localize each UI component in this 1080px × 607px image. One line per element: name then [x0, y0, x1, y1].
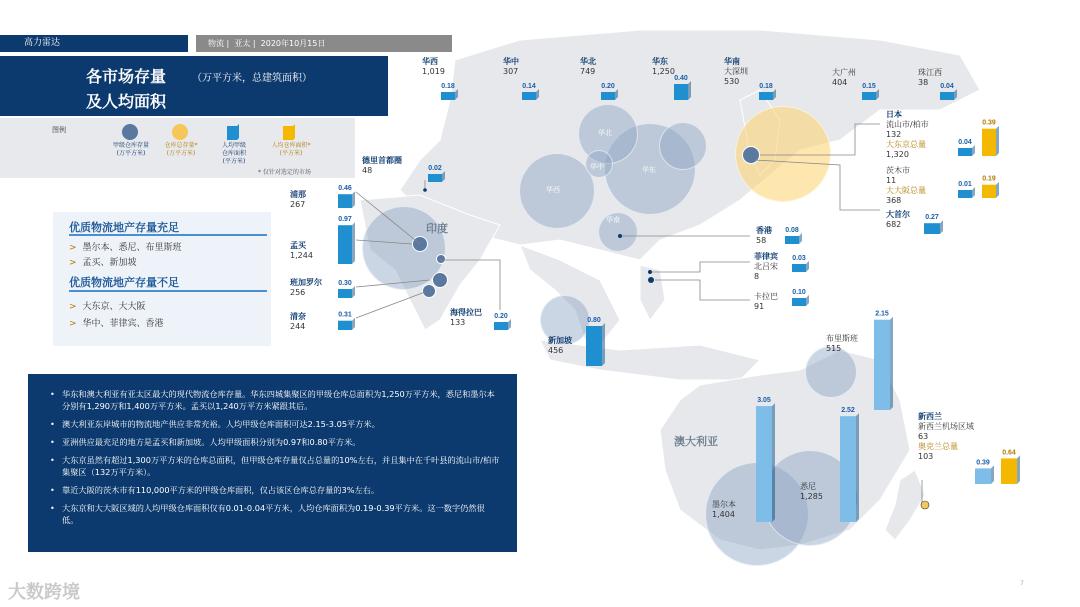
bar-seoul-label: 0.27	[925, 214, 939, 222]
label-huaxi: 华西 1,019	[422, 57, 445, 76]
supply-summary	[53, 212, 271, 346]
label-philippines: 菲律宾 北吕宋 8	[754, 252, 778, 281]
bar-huanan-label: 0.18	[759, 83, 773, 90]
bar-chennai-label: 0.31	[338, 311, 352, 319]
legend-total-swatch	[172, 124, 188, 140]
legend-per-capita-a-swatch	[227, 124, 239, 140]
label-singapore: 新加坡 456	[548, 336, 572, 355]
bar-hyderabad-label: 0.20	[494, 313, 508, 320]
dot-mumbai	[412, 236, 428, 252]
list-item: > 华中、菲律宾、香港	[69, 319, 164, 329]
label-huazhong: 华中 307	[503, 57, 519, 76]
label-delhi: 德里首都圈 48	[362, 156, 402, 175]
label-huanan: 华南 大深圳 530	[724, 57, 748, 86]
bar-ibaraki-label: 0.01	[958, 181, 972, 188]
legend-item-total: 仓库总存量* (万平方米)	[164, 142, 198, 157]
bubble-label: 华北	[598, 129, 612, 137]
legend-swatches	[120, 122, 360, 144]
finding: • 华东和澳大利亚有亚太区最大的现代物流仓库存量。华东四城集聚区的甲级仓库总面积为1,250万平方米，悉尼和墨尔本分别有1,290万和1,400万平方米。孟买以1,240万平方米紧跟其后。	[50, 388, 501, 412]
footer-logo: 大数跨境	[8, 582, 80, 603]
breadcrumb: 物流 | 亚太 | 2020年10月15日	[196, 35, 452, 52]
legend-label: 图例	[52, 126, 66, 134]
brand-bar: 高力雷达	[0, 35, 188, 52]
label-bangalore: 班加罗尔 256	[290, 278, 322, 297]
list-item: > 墨尔本、悉尼、布里斯班	[69, 243, 182, 253]
list-item: > 孟买、新加坡	[69, 258, 137, 268]
legend-item-grade-a: 甲级仓库存量 (万平方米)	[112, 142, 149, 157]
bar-delhi-label: 0.02	[428, 165, 442, 172]
page-title: 各市场存量	[86, 67, 167, 86]
bar-tokyo-total-label: 0.39	[982, 119, 996, 127]
finding: • 靠近大阪的茨木市有110,000平方米的甲级仓库面积，仅占该区仓库总存量的3%左右。	[50, 484, 501, 496]
bar-guangzhou-label: 0.15	[862, 83, 876, 90]
bar-singapore-label: 0.80	[587, 317, 601, 324]
bar-philippines-label: 0.03	[792, 255, 806, 262]
label-chennai: 清奈 244	[290, 312, 306, 331]
country-label-india: 印度	[426, 222, 448, 235]
title-box	[0, 56, 388, 116]
legend	[0, 118, 355, 178]
label-hongkong: 香港 58	[756, 226, 772, 245]
bar-ibaraki-total-label: 0.19	[982, 175, 996, 183]
bar-bangalore-label: 0.30	[338, 280, 352, 287]
bubble-label: 华中	[590, 163, 604, 171]
finding: • 亚洲供应最充足的地方是孟买和新加坡。人均甲级面积分别为0.97和0.80平方米。	[50, 436, 501, 448]
label-ibaraki: 茨木市 11 大大阪总量 368	[886, 166, 926, 205]
bar-melbourne-label: 3.05	[757, 397, 771, 405]
bubble-label: 华西	[546, 186, 560, 194]
finding: • 澳大利亚东岸城市的物流地产供应非常充裕。人均甲级仓库面积可达2.15-3.05平方米。	[50, 418, 501, 430]
legend-item-per-capita-a: 人均甲级 仓库面积 (平方米)	[221, 142, 246, 165]
supply-insufficient-heading: 优质物流地产存量不足	[69, 276, 179, 289]
supply-sufficient-heading: 优质物流地产存量充足	[69, 221, 179, 234]
bar-nz-airport-label: 0.39	[976, 459, 990, 467]
label-nz: 新西兰 新西兰机场区域 63 奥克兰总量 103	[918, 412, 974, 461]
bar-mumbai-label: 0.97	[338, 216, 352, 224]
bubble-tokyo-lite	[659, 122, 707, 170]
bar-cavite-label: 0.10	[792, 289, 806, 296]
bubble-label: 华东	[642, 166, 656, 174]
page-title-line2: 及人均面积	[86, 92, 167, 111]
label-huadong: 华东 1,250	[652, 57, 675, 76]
label-hyderabad: 海得拉巴 133	[450, 308, 482, 327]
divider	[69, 290, 267, 292]
label-japan: 日本 流山市/柏市 132 大东京总量 1,320	[886, 110, 929, 159]
page-number: 7	[1020, 580, 1024, 587]
label-sydney: 悉尼 1,285	[800, 482, 823, 501]
dot-hyderabad	[436, 254, 446, 264]
label-brisbane: 布里斯班 515	[826, 334, 858, 353]
dot-chennai	[422, 284, 436, 298]
bar-huadong-label: 0.40	[674, 75, 688, 82]
label-pune: 浦那 267	[290, 190, 306, 209]
label-melbourne: 墨尔本 1,404	[712, 500, 736, 519]
legend-grade-a-swatch	[122, 124, 138, 140]
label-cavite: 卡拉巴 91	[754, 292, 778, 311]
list-item: > 大东京、大大阪	[69, 302, 146, 312]
bar-huazhong-label: 0.14	[522, 83, 536, 90]
divider	[69, 234, 267, 236]
bar-hongkong-label: 0.08	[785, 227, 799, 234]
bar-sydney-label: 2.52	[841, 407, 855, 415]
label-mumbai: 孟买 1,244	[290, 241, 313, 260]
legend-note: * 仅针对选定的市场	[258, 169, 311, 176]
page-title-unit: （万平方米，总建筑面积）	[192, 73, 312, 84]
legend-item-per-capita-total: 人均仓库面积* (平方米)	[271, 142, 311, 157]
label-pearl-river-west: 珠江西 38	[918, 68, 942, 87]
key-findings	[28, 374, 517, 552]
finding: • 大东京和大大阪区域的人均甲级仓库面积仅有0.01-0.04平方米，人均仓库面积为0.19-0.39平方米。这一数字仍然很低。	[50, 502, 501, 526]
bar-huaxi-label: 0.18	[441, 83, 455, 90]
country-label-australia: 澳大利亚	[674, 435, 718, 448]
dot-tokyo	[742, 146, 760, 164]
bar-huabei-label: 0.20	[601, 83, 615, 90]
label-seoul: 大首尔 682	[886, 210, 910, 229]
bar-pune-label: 0.46	[338, 185, 352, 193]
bar-brisbane-label: 2.15	[875, 310, 889, 318]
legend-per-capita-total-swatch	[283, 124, 295, 140]
label-huabei: 华北 749	[580, 57, 596, 76]
bar-pearl-river-west-label: 0.04	[940, 83, 954, 90]
bubble-label: 华南	[606, 216, 620, 224]
label-guangzhou: 大广州 404	[832, 68, 856, 87]
finding: • 大东京虽然有超过1,300万平方米的仓库总面积，但甲级仓库存量仅占总量的10%左右，并且集中在千叶县的流山市/柏市集聚区（132万平方米）。	[50, 454, 501, 478]
bar-tokyo-a-label: 0.04	[958, 139, 972, 146]
bar-auckland-total-label: 0.64	[1002, 449, 1016, 457]
